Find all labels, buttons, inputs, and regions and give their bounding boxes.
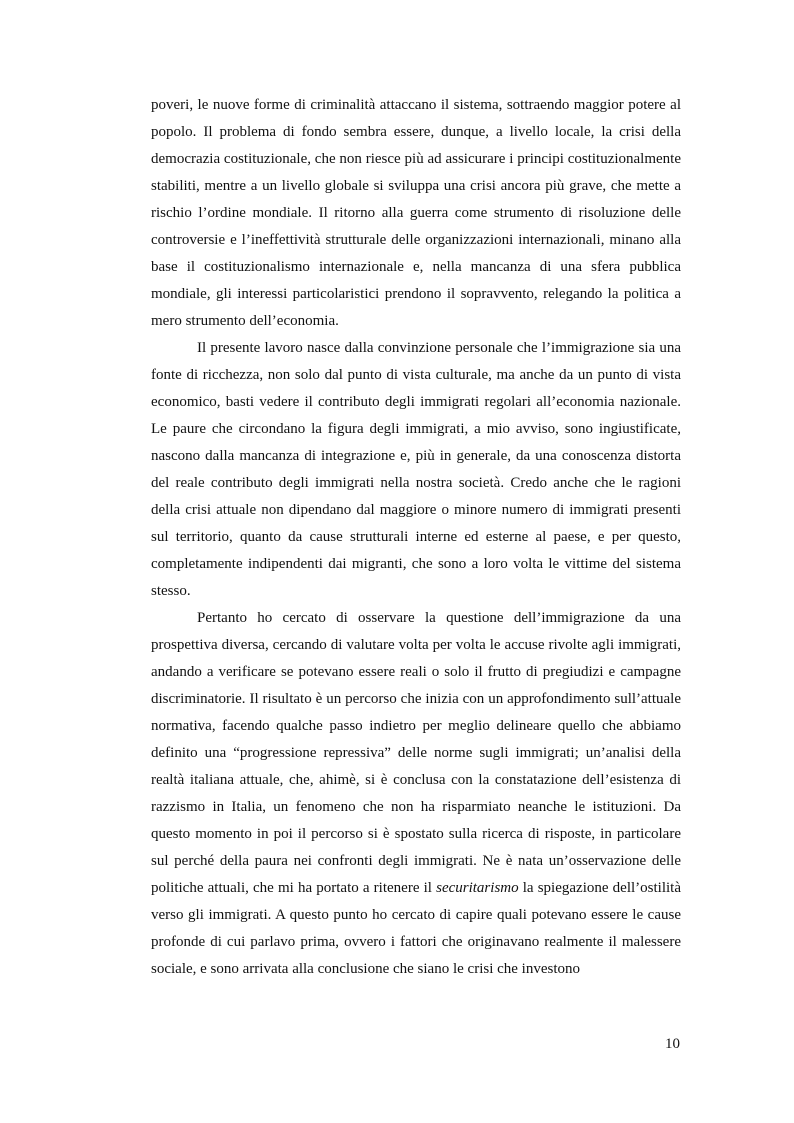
paragraph-1-text: poveri, le nuove forme di criminalità attaccano il sistema, sottraendo maggior potere al popolo. Il problema di fondo sembra essere, dunque, a livello locale, la crisi della democrazia costituzionale, che non riesce più ad assicurare i principi costituzionalmente stabiliti, mentre a un livello globale si sviluppa una crisi ancora più grave, che mette a rischio l’ordine mondiale. Il ritorno alla guerra come strumento di risoluzione delle controversie e l’ineffettività strutturale delle organizzazioni internazionali, minano alla base il costituzionalismo internazionale e, nella mancanza di una sfera pubblica mondiale, gli interessi particolaristici prendono il sopravvento, relegando la politica a mero strumento dell’economia. (151, 97, 681, 329)
italic-term-securitarismo: securitarismo (436, 880, 519, 896)
paragraph-3 (151, 605, 681, 983)
paragraph-2 (151, 335, 681, 605)
body-text (151, 92, 681, 983)
paragraph-2-text: Il presente lavoro nasce dalla convinzione personale che l’immigrazione sia una fonte di ricchezza, non solo dal punto di vista culturale, ma anche da un punto di vista economico, basti vedere il contributo degli immigrati regolari all’economia nazionale. Le paure che circondano la figura degli immigrati, a mio avviso, sono ingiustificate, nascono dalla mancanza di integrazione e, più in generale, da una conoscenza distorta del reale contributo degli immigrati nella nostra società. Credo anche che le ragioni della crisi attuale non dipendano dal maggiore o minore numero di immigrati presenti sul territorio, quanto da cause strutturali interne ed esterne al paese, e per questo, completamente indipendenti dai migranti, che sono a loro volta le vittime del sistema stesso. (151, 340, 681, 599)
page-number: 10 (665, 1036, 680, 1052)
paragraph-3-text-start: Pertanto ho cercato di osservare la questione dell’immigrazione da una prospettiva diversa, cercando di valutare volta per volta le accuse rivolte agli immigrati, andando a verificare se potevano essere reali o solo il frutto di pregiudizi e campagne discriminatorie. Il risultato è un percorso che inizia con un approfondimento sull’attuale normativa, facendo qualche passo indietro per meglio delineare quello che abbiamo definito una “progressione repressiva” delle norme sugli immigrati; un’analisi della realtà italiana attuale, che, ahimè, si è conclusa con la constatazione dell’esistenza di razzismo in Italia, un fenomeno che non ha risparmiato neanche le istituzioni. Da questo momento in poi il percorso si è spostato sulla ricerca di risposte, in particolare sul perché della paura nei confronti degli immigrati. Ne è nata un’osservazione delle politiche attuali, che mi ha portato a ritenere il (151, 610, 681, 896)
paragraph-3-text-end: la spiegazione dell’ostilità verso gli immigrati. A questo punto ho cercato di capire quali potevano essere le cause profonde di cui parlavo prima, ovvero i fattori che originavano realmente il malessere sociale, e sono arrivata alla conclusione che siano le crisi che investono (151, 880, 681, 977)
paragraph-1 (151, 92, 681, 335)
